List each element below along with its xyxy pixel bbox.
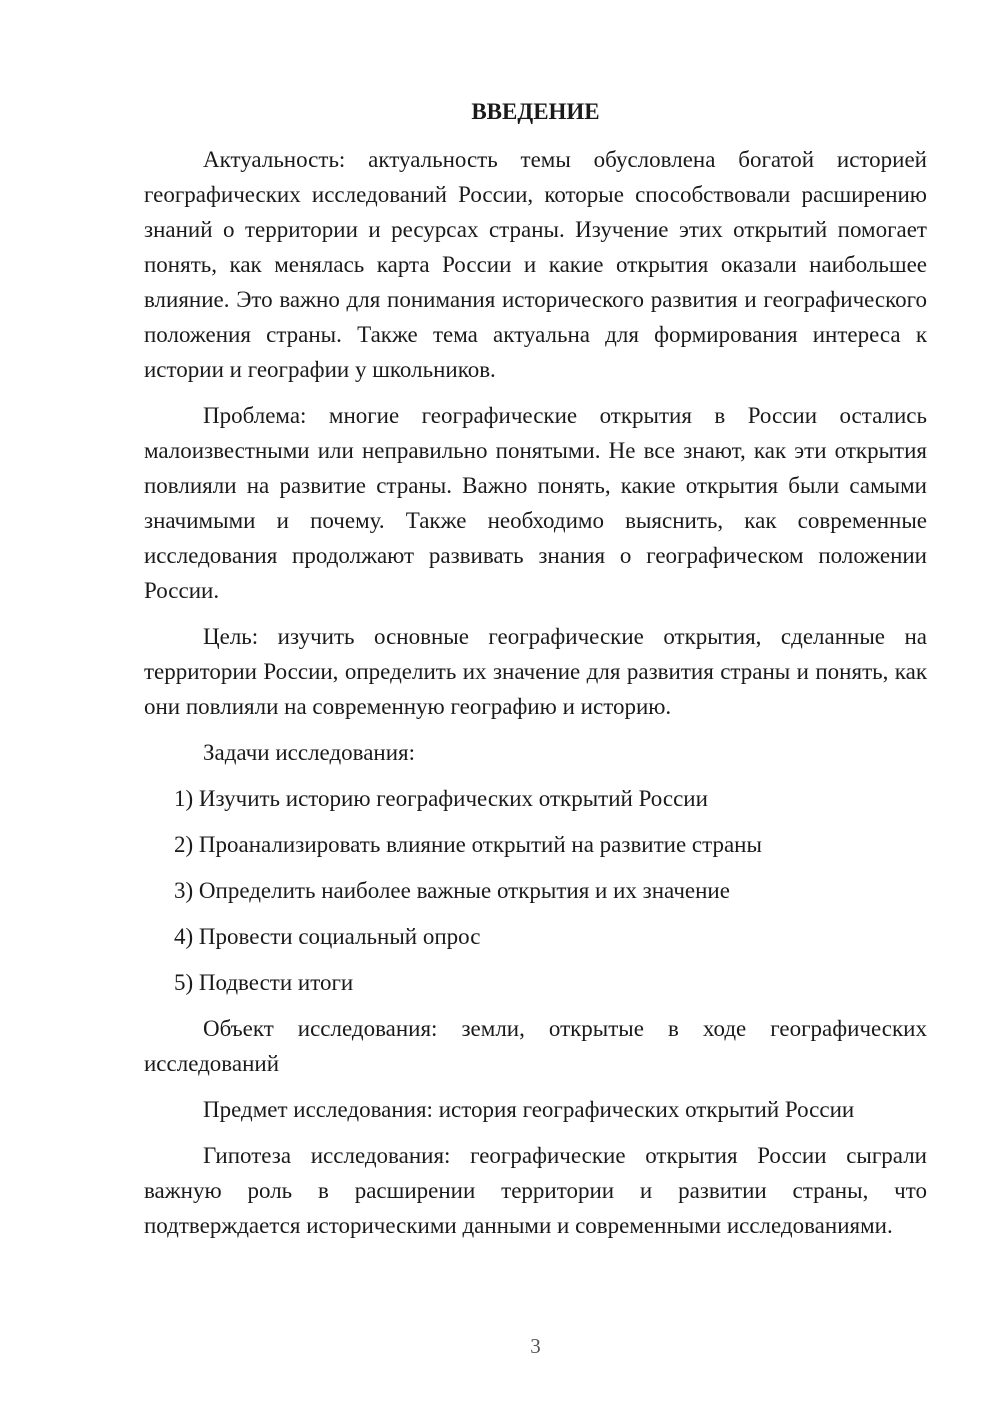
task-item: 1) Изучить историю географических открытий России (174, 786, 708, 811)
task-item: 5) Подвести итоги (174, 970, 354, 995)
document-body (144, 142, 927, 1254)
object-paragraph: Объект исследования: земли, открытые в ходе географических исследований (144, 1016, 927, 1076)
document-page (144, 0, 927, 1414)
task-item: 3) Определить наиболее важные открытия и их значение (174, 878, 730, 903)
hypothesis-paragraph: Гипотеза исследования: географические открытия России сыграли важную роль в расширении территории и развитии страны, что подтверждается историческими данными и современными исследованиями. (144, 1143, 927, 1238)
goal-paragraph: Цель: изучить основные географические открытия, сделанные на территории России, определить их значение для развития страны и понять, как они повлияли на современную географию и историю. (144, 624, 927, 719)
task-item: 2) Проанализировать влияние открытий на развитие страны (174, 832, 762, 857)
tasks-heading: Задачи исследования: (203, 740, 416, 765)
relevance-paragraph: Актуальность: актуальность темы обусловлена богатой историей географических исследований России, которые способствовали расширению знаний о территории и ресурсах страны. Изучение этих открытий помогает понять, как менялась карта России и какие открытия оказали наибольшее влияние. Это важно для понимания исторического развития и географического положения страны. Также тема актуальна для формирования интереса к истории и географии у школьников. (144, 147, 927, 382)
task-item: 4) Провести социальный опрос (174, 924, 481, 949)
page-number: 3 (530, 1334, 541, 1358)
problem-paragraph: Проблема: многие географические открытия в России остались малоизвестными или неправильно понятыми. Не все знают, как эти открытия повлияли на развитие страны. Важно понять, какие открытия были самыми значимыми и почему. Также необходимо выяснить, как современные исследования продолжают развивать знания о географическом положении России. (144, 403, 927, 603)
page-title: ВВЕДЕНИЕ (471, 99, 600, 124)
subject-paragraph: Предмет исследования: история географических открытий России (203, 1097, 855, 1122)
